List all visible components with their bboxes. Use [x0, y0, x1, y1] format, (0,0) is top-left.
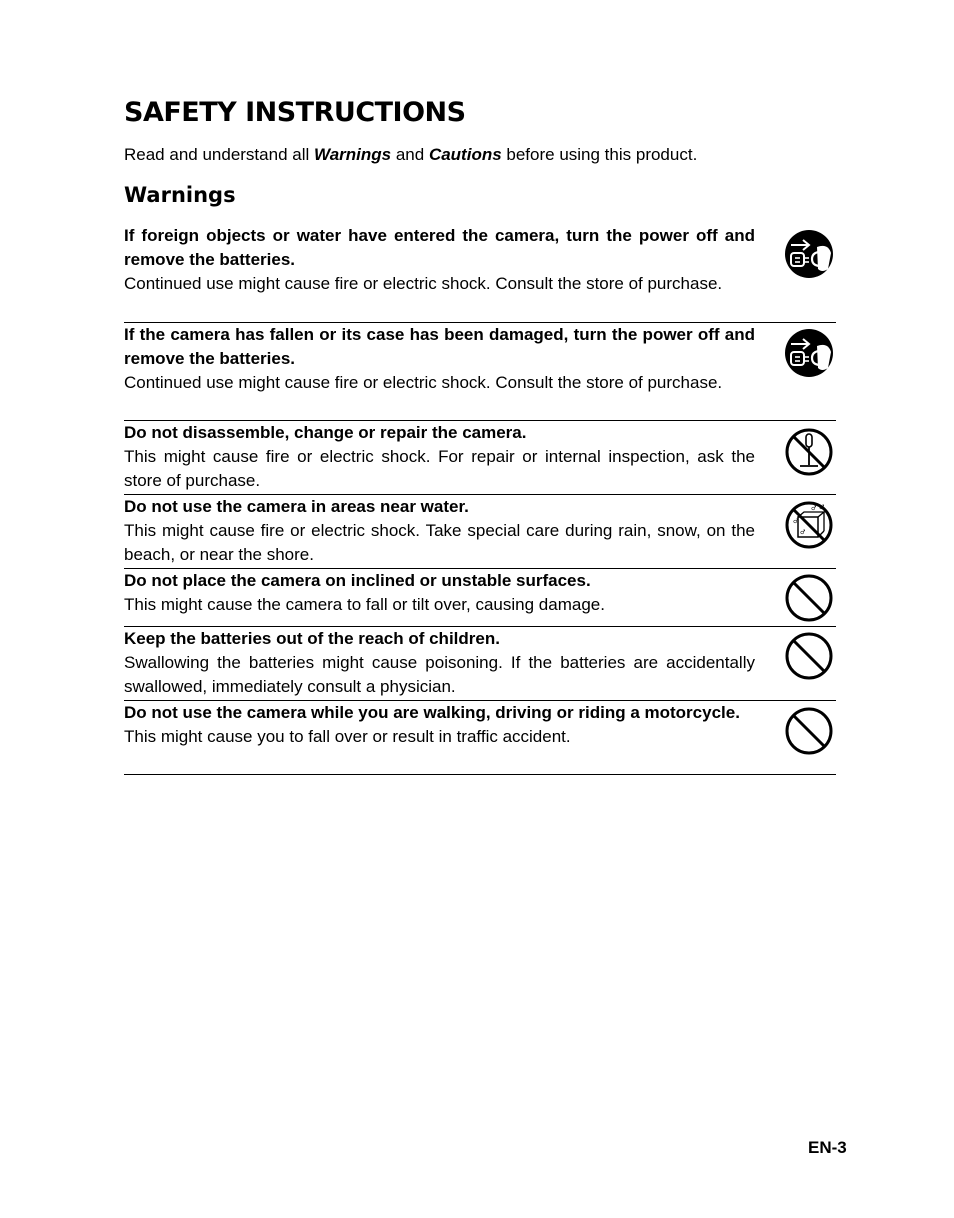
- intro-warnings-word: Warnings: [313, 145, 392, 164]
- warning-description: Swallowing the batteries might cause poisoning. If the batteries are accidentally swallowed, immediately consult a physician.: [124, 653, 755, 696]
- warning-row: [124, 495, 836, 569]
- page-number: EN-3: [808, 1138, 847, 1157]
- warning-row: [124, 323, 836, 421]
- warning-row: [124, 421, 836, 495]
- warning-text: [124, 421, 755, 493]
- no-water-icon: [784, 500, 834, 550]
- warning-text: [124, 701, 755, 749]
- svg-text:♂: ♂: [811, 505, 817, 512]
- remove-batteries-icon: [784, 328, 834, 378]
- page-title: SAFETY INSTRUCTIONS: [124, 97, 466, 128]
- prohibited-icon: [784, 706, 834, 756]
- warning-title: Do not use the camera while you are walking, driving or riding a motorcycle.: [124, 703, 740, 722]
- intro-prefix: Read and understand all: [124, 145, 314, 164]
- warning-description: This might cause fire or electric shock. For repair or internal inspection, ask the store of purchase.: [124, 447, 755, 490]
- warning-row: [124, 701, 836, 775]
- svg-text:♂: ♂: [800, 529, 806, 536]
- svg-text:♂: ♂: [793, 518, 799, 525]
- warning-text: [124, 495, 755, 567]
- warnings-list: [124, 224, 836, 775]
- warning-description: This might cause you to fall over or result in traffic accident.: [124, 727, 571, 746]
- intro-middle: and: [391, 145, 429, 164]
- intro-paragraph: [124, 143, 697, 167]
- warning-title: If the camera has fallen or its case has been damaged, turn the power off and remove the batteries.: [124, 325, 755, 368]
- warning-row: [124, 224, 836, 323]
- warning-text: [124, 569, 755, 617]
- warning-text: [124, 627, 755, 699]
- warning-title: Do not use the camera in areas near water.: [124, 497, 469, 516]
- warning-description: This might cause the camera to fall or tilt over, causing damage.: [124, 595, 605, 614]
- warning-title: If foreign objects or water have entered the camera, turn the power off and remove the batteries.: [124, 226, 755, 269]
- no-disassembly-icon: [784, 427, 834, 477]
- remove-batteries-icon: [784, 229, 834, 279]
- warning-row: [124, 627, 836, 701]
- intro-cautions-word: Cautions: [428, 145, 502, 164]
- intro-suffix: before using this product.: [501, 145, 698, 164]
- prohibited-icon: [784, 573, 834, 623]
- warning-text: [124, 323, 755, 395]
- warning-description: Continued use might cause fire or electric shock. Consult the store of purchase.: [124, 274, 723, 293]
- warning-text: [124, 224, 755, 296]
- warning-title: Do not disassemble, change or repair the camera.: [124, 423, 527, 442]
- warning-row: [124, 569, 836, 627]
- prohibited-icon: [784, 631, 834, 681]
- warning-description: This might cause fire or electric shock. Take special care during rain, snow, on the beach, or near the shore.: [124, 521, 755, 564]
- warning-title: Keep the batteries out of the reach of children.: [124, 629, 500, 648]
- warnings-heading: Warnings: [124, 183, 236, 207]
- warning-title: Do not place the camera on inclined or unstable surfaces.: [124, 571, 591, 590]
- warning-description: Continued use might cause fire or electric shock. Consult the store of purchase.: [124, 373, 723, 392]
- svg-text:♂: ♂: [819, 504, 825, 511]
